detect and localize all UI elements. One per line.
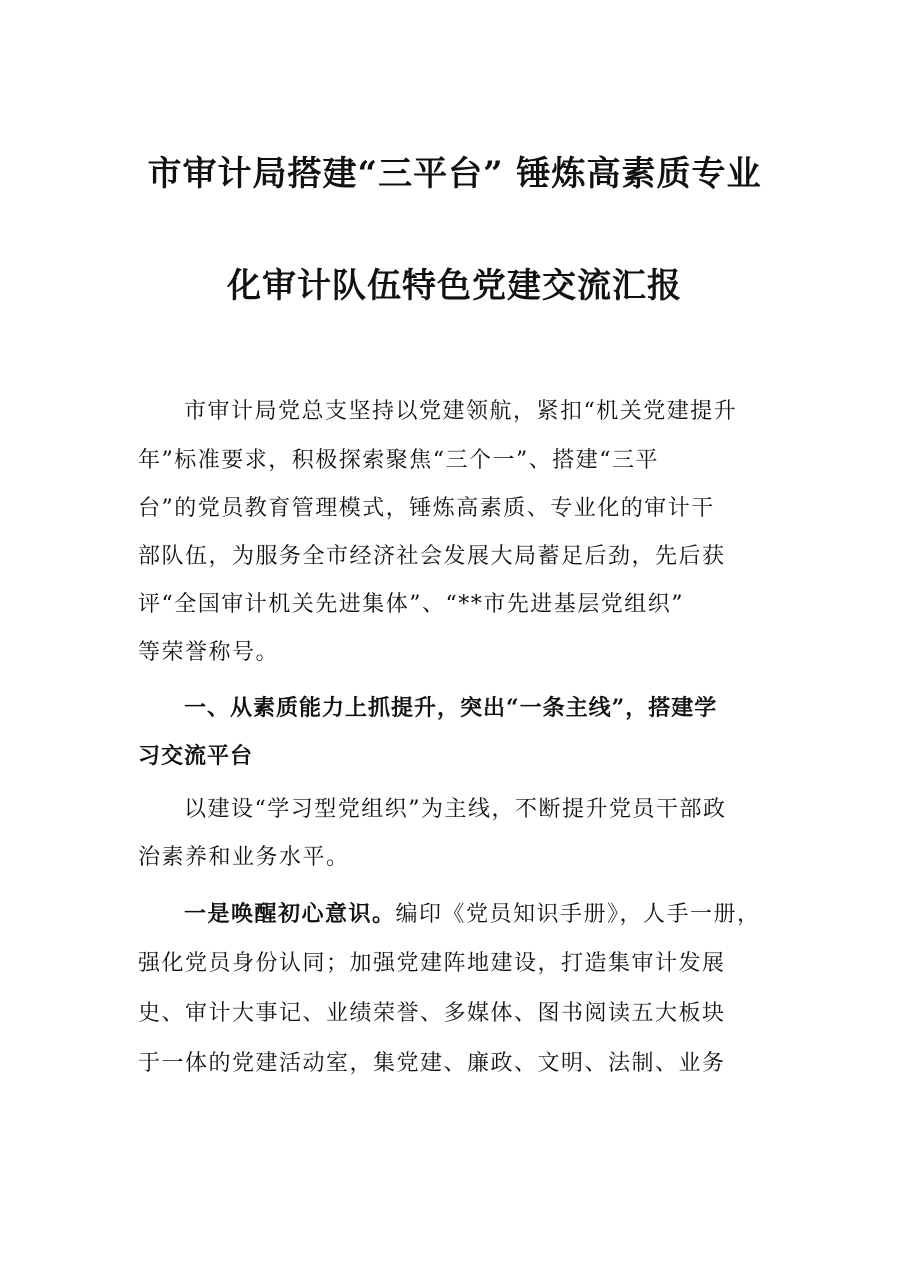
intro-line: 台”的党员教育管理模式，锤炼高素质、专业化的审计干 (138, 496, 715, 521)
document-title-line-2: 化审计队伍特色党建交流汇报 (227, 266, 682, 306)
intro-line: 市审计局党总支坚持以党建领航，紧扣“机关党建提升 (184, 399, 738, 424)
intro-line: 年”标准要求，积极探索聚焦“三个一”、搭建“三平 (138, 448, 659, 473)
section-heading-line: 习交流平台 (138, 743, 254, 769)
point-line: 史、审计大事记、业绩荣誉、多媒体、图书阅读五大板块 (138, 1001, 726, 1026)
section-heading-line: 一、从素质能力上抓提升，突出“一条主线”，搭建学 (184, 695, 718, 721)
point-first-line (184, 899, 761, 930)
point-line: 于一体的党建活动室，集党建、廉政、文明、法制、业务 (138, 1051, 726, 1076)
point-line: 强化党员身份认同；加强党建阵地建设，打造集审计发展 (138, 951, 726, 976)
intro-line: 部队伍，为服务全市经济社会发展大局蓄足后劲，先后获 (138, 544, 726, 569)
intro-line: 评“全国审计机关先进集体”、“**市先进基层党组织” (138, 592, 684, 617)
point-lead: 一是唤醒初心意识。 (184, 901, 396, 927)
intro-line: 等荣誉称号。 (138, 640, 280, 665)
section-intro-line: 以建设“学习型党组织”为主线，不断提升党员干部政 (184, 797, 727, 822)
section-intro-line: 治素养和业务水平。 (138, 845, 350, 870)
point-text: 编印《党员知识手册》，人手一册， (395, 902, 761, 927)
document-title-line-1: 市审计局搭建“三平台” 锤炼高素质专业 (147, 154, 762, 194)
